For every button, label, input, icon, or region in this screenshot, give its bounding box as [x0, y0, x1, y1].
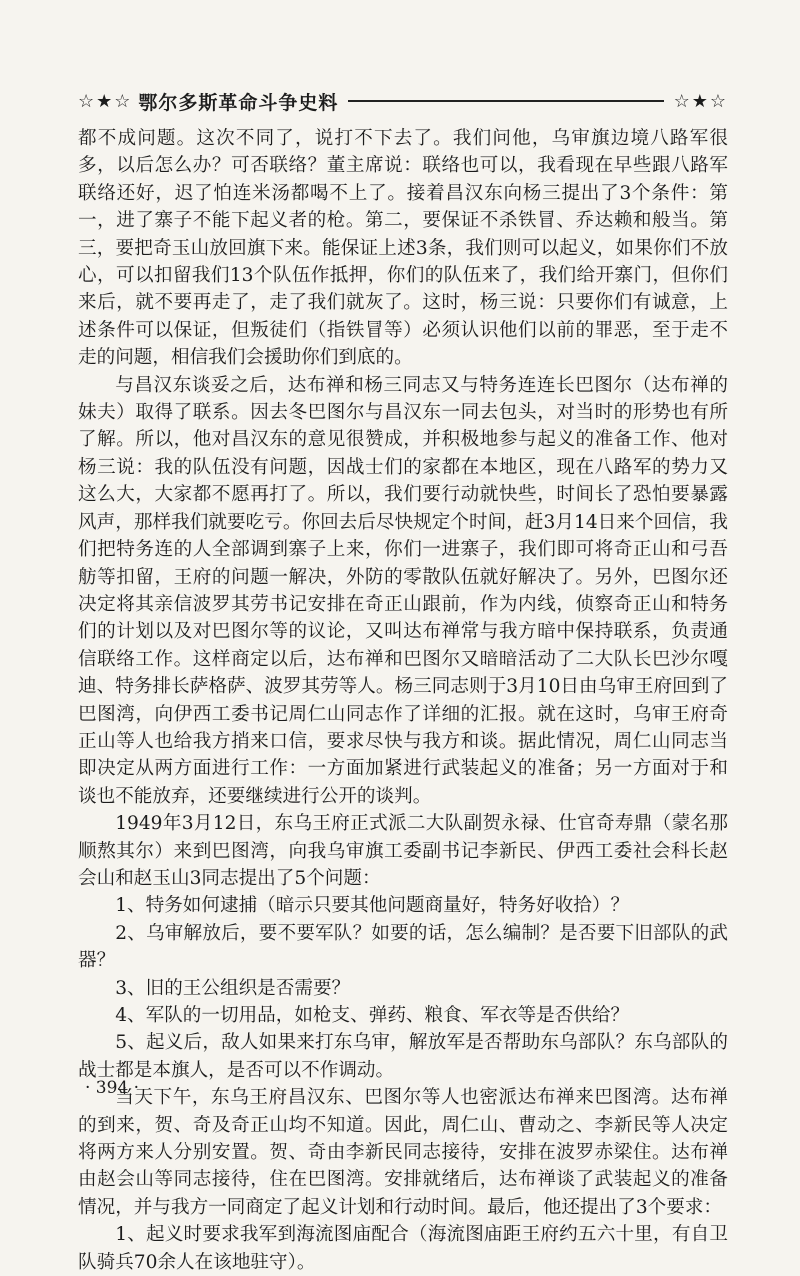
- paragraph: 都不成问题。这次不同了，说打不下去了。我们问他，乌审旗边境八路军很多，以后怎么办？可否联络？董主席说：联络也可以，我看现在早些跟八路军联络还好，迟了怕连米汤都喝不上了。接着昌汉东向杨三提出了3个条件：第一，进了寨子不能下起义者的枪。第二，要保证不杀铁冒、乔达赖和般当。第三，要把奇玉山放回旗下来。能保证上述3条，我们则可以起义，如果你们不放心，可以扣留我们13个队伍作抵押，你们的队伍来了，我们给开寨门，但你们来后，就不要再走了，走了我们就灰了。这时，杨三说：只要你们有诚意，上述条件可以保证，但叛徒们（指铁冒等）必须认识他们以前的罪恶，至于走不走的问题，相信我们会援助你们到底的。: [78, 128, 728, 369]
- header-stars-left: ☆★☆: [78, 90, 133, 112]
- list-item: 1、起义时要求我军到海流图庙配合（海流图庙距王府约五六十里，有自卫队骑兵70余人在该地驻守）。: [78, 1224, 728, 1273]
- header-rule: [348, 100, 663, 102]
- paragraph: 与昌汉东谈妥之后，达布禅和杨三同志又与特务连连长巴图尔（达布禅的妹夫）取得了联系。因去冬巴图尔与昌汉东一同去包头，对当时的形势也有所了解。所以，他对昌汉东的意见很赞成，并积极地参与起义的准备工作、他对杨三说：我的队伍没有问题，因战士们的家都在本地区，现在八路军的势力又这么大，大家都不愿再打了。所以，我们要行动就快些，时间长了恐怕要暴露风声，那样我们就要吃亏。你回去后尽快规定个时间，赶3月14日来个回信，我们把特务连的人全部调到寨子上来，你们一进寨子，我们即可将奇正山和弓吾舫等扣留，王府的问题一解决，外防的零散队伍就好解决了。另外，巴图尔还决定将其亲信波罗其劳书记安排在奇正山跟前，作为内线，侦察奇正山和特务们的计划以及对巴图尔等的议论，又叫达布禅常与我方暗中保持联系，负责通信联络工作。这样商定以后，达布禅和巴图尔又暗暗活动了二大队长巴沙尔嘎迪、特务排长萨格萨、波罗其劳等人。杨三同志则于3月10日由乌审王府回到了巴图湾，向伊西工委书记周仁山同志作了详细的汇报。就在这时，乌审王府奇正山等人也给我方捎来口信，要求尽快与我方和谈。据此情况，周仁山同志当即决定从两方面进行工作：一方面加紧进行武装起义的准备；另一方面对于和谈也不能放弃，还要继续进行公开的谈判。: [78, 374, 728, 807]
- header-stars-right: ☆★☆: [673, 90, 728, 112]
- book-title: 鄂尔多斯革命斗争史料: [138, 91, 339, 114]
- list-item: 2、乌审解放后，要不要军队？如要的话，怎么编制？是否要下旧部队的武器？: [78, 922, 728, 972]
- list-item: 1、特务如何逮捕（暗示只要其他问题商量好，特务好收拾）？: [115, 895, 630, 917]
- paragraph: 当天下午，东乌王府昌汉东、巴图尔等人也密派达布禅来巴图湾。达布禅的到来，贺、奇及奇正山均不知道。因此，周仁山、曹动之、李新民等人决定将两方来人分别安置。贺、奇由李新民同志接待，安排在波罗赤梁住。达布禅由赵会山等同志接待，住在巴图湾。安排就绪后，达布禅谈了武装起义的准备情况，并与我方一同商定了起义计划和行动时间。最后，他还提出了3个要求：: [78, 1087, 728, 1218]
- page-number: · 394 ·: [85, 1078, 140, 1098]
- running-header: [78, 88, 728, 114]
- list-item: 3、旧的王公组织是否需要？: [115, 977, 351, 999]
- paragraph: 1949年3月12日，东乌王府正式派二大队副贺永禄、仕官奇寿鼎（蒙名那顺熬其尔）来到巴图湾，向我乌审旗工委副书记李新民、伊西工委社会科长赵会山和赵玉山3同志提出了5个问题：: [78, 813, 728, 889]
- body-text: [78, 125, 728, 1276]
- list-item: 5、起义后，敌人如果来打东乌审，解放军是否帮助东乌部队？东乌部队的战士都是本旗人，是否可以不作调动。: [78, 1032, 728, 1081]
- list-item: 4、军队的一切用品，如枪支、弹药、粮食、军衣等是否供给？: [115, 1005, 630, 1026]
